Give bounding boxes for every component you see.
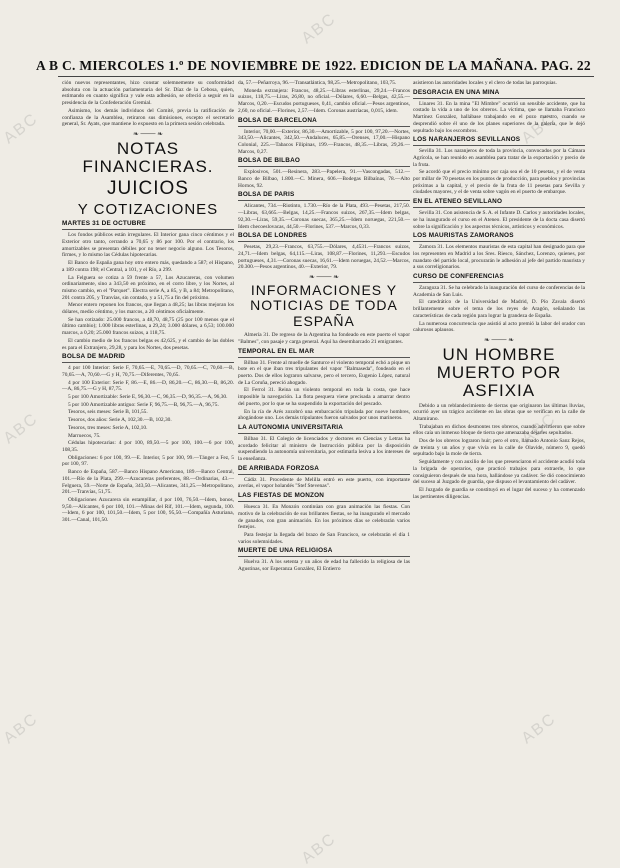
paragraph: Dos de los obreros lograron huir; pero el otro, llamado Antonio Sanz Rejos, de treinta y un años y que vivía en la calle de Olavide, número 9, quedó sepultado bajo la mole de tierra.: [413, 438, 585, 458]
paragraph: 5 por 100 Amortizable antiguo: Serie F, 96,75.—B, 96,75.—A, 96,75.: [68, 401, 219, 408]
subheading: LOS MAURISTAS ZAMORANOS: [413, 232, 585, 242]
section-title-cotizaciones: Y COTIZACIONES: [77, 200, 219, 218]
subheading: BOLSA DE LONDRES: [238, 232, 410, 242]
paragraph: Menor entero reponen los francos, que llegan a 48,25; las libras mejoran los dólares, medio céntimo, y los marcos, a 20 céntimos oficialmente.: [62, 302, 234, 316]
paragraph: 4 por 100 Exterior: Serie F, 86.—E, 86.—D, 86,20.—C, 86,30.—B, 86,20.—A, 86,75.—G y H, 87,75.: [62, 379, 234, 393]
subheading: LAS FIESTAS DE MONZON: [238, 492, 410, 502]
section-title-juicios: JUICIOS: [107, 177, 189, 199]
subheading: BOLSA DE BILBAO: [238, 157, 410, 167]
paragraph: Sevilla 31. Con asistencia de S. A. el Infante D. Carlos y autoridades locales, se ha inaugurado el curso en el Ateneo. El presidente de la docta casa disertó sobre la significación y los aspectos técnicos, artísticos y económicos.: [413, 210, 585, 230]
paragraph: Cádiz 31. Procedente de Melilla entró en este puerto, con importante averías, el vapor holandés "Stef Stevenas".: [238, 476, 410, 490]
paragraph: Zamora 31. Los elementos mauristas de esta capital han designado para que los representen en Madrid a los Sres. Riesco, Sánchez, Lorenzo, quienes, por mandato del partido local, procurarán le adhesión al jefe del partido maurista y a sus correligionarios.: [413, 244, 585, 271]
column-1: [62, 80, 234, 850]
watermark-4: ABC: [518, 109, 560, 148]
paragraph: Obligaciones: 6 por 100, 99.—E. Interior, 5 por 100, 99.—Tánger a Fez, 5 por 100, 97.: [62, 454, 234, 468]
paragraph: Bilbao 31. El Colegio de licenciados y doctores en Ciencias y Letras ha acordado felicitar al ministro de Instrucción pública por la disposición suspendiendo la autonomía universitaria, por estimarla lesiva a los intereses de la enseñanza.: [238, 435, 410, 463]
paragraph: 4 por 100 Interior: Serie F, 70,65.—E, 70,65.—D, 70,65.—C, 70,60.—B, 70,65.—A, 70,60.—G y H, 70,75.—Diferentes, 70,65.: [62, 365, 234, 378]
paragraph: El Banco de España gana hoy otro entero más, quedando a 587; el Hispano, a 189 contra 198; el Central, a 101, y el Río, a 299.: [62, 260, 234, 273]
watermark-5: ABC: [518, 409, 560, 448]
paragraph: Almería 31. De regreso de la Argentina ha fondeado en este puerto el vapor "Balmes", con pasaje y carga general. Aquí ha desembarcado 21 emigrantes.: [238, 332, 410, 345]
watermark-6: ABC: [518, 709, 560, 748]
paragraph: Seguidamente y con auxilio de los que presenciaron el accidente acudió toda la brigada de operarios, que practicó trabajos para extraerle, lo que consiguieron después de una hora, hallándose ya cadáver. Se dió conocimiento del suceso al Juzgado de guardia, que dispuso el levantamiento del cadáver.: [413, 459, 585, 486]
subheading: EN EL ATENEO SEVILLANO: [413, 198, 585, 208]
watermark-7: ABC: [298, 9, 340, 48]
paragraph: Asimismo, los demás individuos del Comité, previa la ratificación de confianza de la Asamblea, retiraron sus dimisiones, excepto el secretario general, Sr. Ayats, que mantiene lo expuesto en la primera sesión celebrada.: [62, 107, 234, 128]
watermark-3: ABC: [0, 709, 42, 748]
paragraph: Se acordó que el precio mínimo por caja sea el de 10 pesetas, y el de venta por millar de 70 pesetas en los puntos de producción, para pueblos y provincias próximas a la capital, y el precio de la fruta de 11 pesetas para Sevilla y ciudades mayores, y el de venta sobre vagón en el puerto de embarque.: [413, 169, 585, 196]
paragraph: Bilbao 31. Frente al muelle de Santurce el violento temporal echó a pique un bote en el que iban tres tripulantes del vapor "Balmaseda", fondeado en el puerto. Dos de ellos lograron salvarse, pero el tercero, Eugenio López, natural de La Coruña, pereció ahogado.: [238, 359, 410, 386]
paragraph: asistieron las autoridades locales y el clero de todas las parroquias.: [413, 80, 557, 86]
column-2: [238, 80, 410, 850]
paragraph: Tesoros, dos años: Serie A, 102,30.—B, 102,30.: [68, 417, 172, 424]
paragraph: La Felguera se cotiza a 59 frente a 57, Los Azucareras, con volumen ordinariamente, sino a 343,50 en próximo, en el corro libre, y los Nortes, al mismo cambio, en el "Parquet". Electra serie A, a 85, y B, a 84; Metropolitano, 201 contra 205, y Tranvías, sin contado, y a 51,75 a fin del próximo.: [62, 274, 234, 301]
paragraph: Sevilla 31. Los naranjeros de toda la provincia, convocados por la Cámara Agrícola, se han reunido en asamblea para tratar de la exportación y precio de la fruta.: [413, 148, 585, 168]
subheading: TEMPORAL EN EL MAR: [238, 348, 410, 358]
subheading: BOLSA DE PARIS: [238, 191, 410, 201]
subheading: BOLSA DE BARCELONA: [238, 117, 410, 127]
page-header: A B C. MIERCOLES 1.º DE NOVIEMBRE DE 1922. EDICION DE LA MAÑANA. PAG. 22: [36, 58, 591, 73]
ornament: ❧ ─── ❧: [483, 335, 515, 344]
paragraph: Huesca 31. En Monzón continúan con gran animación las fiestas. Con motivo de la celebración de sus brillantes fiestas, se ha inaugurado el mercado de ganados, con gran animación. En los próximos días se celebrarán varios festejos.: [238, 504, 410, 531]
paragraph: Trabajaban en dichos desmontes tres obreros, cuando advirtieron que sobre ellos caía un inmenso bloque de tierra que amenazaba dejarles sepultados.: [413, 423, 585, 437]
paragraph: Linares 31. En la mina "El Mimbre" ocurrió un sensible accidente, que ha costado la vida a uno de los obreros. La víctima, que se llamaba Francisco Martínez González, hallábase trabajando en el pozo maestro, cuando se desprendió sobre él uno de los planes superiores de la galería, que le dejó sepultado bajo los escombros.: [413, 100, 585, 134]
paragraph: ción nuevos representantes, hizo constar solemnemente su conformidad absoluta con la actuación parlamentaria del Sr. Díaz de la Cebosa, quien, estimando en cuanto significa y vale esta adhesión, se ofreció a seguir en la presidencia de la Confederación Gremial.: [62, 80, 234, 107]
paragraph: Explosivos, 501.—Resinera, 283.—Papelera, 91.—Vascongadas, 512.—Banco de Bilbao, 1.800.—C. Minera, 606.—Bodegas Bilbaínas, 78.—Alto Hornos, 92.: [238, 169, 410, 189]
watermark-1: ABC: [0, 109, 42, 148]
ornament: ❧ ─── ❧: [308, 273, 340, 282]
subheading: LOS NARANJEROS SEVILLANOS: [413, 136, 585, 146]
paragraph: Huelva 31. A los setenta y un años de edad ha fallecido la religiosa de las Agustinas, sor Esperanza González, El Entierro: [238, 559, 410, 573]
section-title-asfixia: UN HOMBRE MUERTO POR ASFIXIA: [436, 344, 562, 400]
paragraph: Cédulas hipotecarias: 4 por 100, 89,50.—5 por 100, 100.—6 por 100, 108,35.: [62, 440, 234, 453]
paragraph: Alicantes, 734.—Riotinto, 1.730.—Río de la Plata, 493.—Pesetas, 217,50.—Libras, 63,665.—Belgas, 14,25.—Francos suizos, 267,35.—Idem belgas, 92,30.—Liras, 59,35.—Coronas suecas, 365,25.—Idem noruegas, 221,50.—Idem checoeslovacas, 44,50.—Florines, 537.—Marcos, 0,33.: [238, 203, 410, 230]
paragraph: Pesetas, 29,23.—Francos, 63,755.—Dólares, 4,4531.—Francos suizos, 24,71.—Idem belgas, 64,115.—Liras, 108,87.—Florines, 11,293.—Escudos portugueses, 4,31.—Coronas suecas, 16,61.—Idem noruegas, 24,52.—Marcos, 20.300.—Pesos argentinos, 40.—Exterior, 79.: [238, 244, 410, 271]
paragraph: Tesoros, tres meses: Serie A, 102,10.: [68, 424, 148, 431]
watermark-2: ABC: [0, 409, 42, 448]
paragraph: El catedrático de la Universidad de Madrid, D. Pío Zavala disertó brillantemente sobre el tema de los reyes de Aragón, señalando las características de cada región para lograr la grandeza de España.: [413, 299, 585, 319]
paragraph: Los fondos públicos están irregulares. El Interior gana cinco céntimos y el Exterior otro tanto, cerrando a 70,65 y 86 por 100. Por el contrario, los amortizables se presentan débiles por no tener negocio alguno. Los Tesoros, firmes, y lo mismo las Cédulas hipotecarias.: [62, 232, 234, 259]
subheading: LA AUTONOMIA UNIVERSITARIA: [238, 424, 410, 434]
paragraph: El Juzgado de guardia se constituyó en el lugar del suceso y ha comenzado las pertinentes diligencias.: [413, 486, 585, 500]
section-title-notas: NOTAS FINANCIERAS.: [82, 138, 214, 176]
subheading: CURSO DE CONFERENCIAS: [413, 273, 585, 283]
paragraph: Interior, 70,00.—Exterior, 86,30.—Amortizable, 5 por 100, 97,20.—Nortes, 343,50.—Alicantes, 342,50.—Andaluces, 65,85.—Orenses, 17,00.—Hispano Colonial, 225.—Tabacos Filipinas, 199.—Francos, 48,35.—Libras, 29,26.—Marcos, 0,27.: [238, 128, 410, 155]
subheading: BOLSA DE MADRID: [62, 353, 234, 363]
header-rule: [58, 76, 594, 77]
paragraph: Para festejar la llegada del brazo de San Francisco, se celebrarán el día 1 varios solemnidades.: [238, 532, 410, 545]
paragraph: El Ferrol 31. Reina un violento temporal en toda la costa, que hace imposible la navegación. La flota pesquera viene precisada a amarrar dentro del puerto, por lo que se ha suspendido la exportación del pescado.: [238, 387, 410, 407]
paragraph: El cambio medio de los francos belgas es 42,625, y el cambio de las dobles es para el Extranjero, 29,28, y para los Nortes, dos pesetas.: [62, 337, 234, 351]
column-3: [413, 80, 585, 850]
paragraph: Zaragoza 31. Se ha celebrado la inauguración del curso de conferencias de la Academia de San Luis.: [413, 285, 585, 298]
subheading: DE ARRIBADA FORZOSA: [238, 465, 410, 475]
paragraph: Obligaciones Azucarera sin estampillar, 4 por 100, 76,50.—Idem, bonos, 9,50.—Alicantes, 6 por 100, 101.—Minas del Rif, 101.—Idem, segunda, 100.—Idem, 6 por 100, 101,50.—Idem, 5 por 100, 95,50.—Compañía Asturiana, 301.—Canal, 101,50.: [62, 496, 234, 524]
paragraph: Moneda extranjera: Francos, 48,25.—Libras esterlinas, 29,24.—Francos suizos, 118,75.—Liras, 26,80, no oficial.—Dólares, 6,60.—Belgas, 42,55.—Marcos, 0,20.—Escudos portugueses, 0,41, cambio oficial.—Pesos argentinos, 2,60, no oficial.—Florines, 2,57.—Idem. Coronas austríacas, 0,015, idem.: [238, 87, 410, 114]
subheading: MARTES 31 DE OCTUBRE: [62, 220, 234, 230]
paragraph: En la ría de Arés zozobró una embarcación tripulada por nueve hombres, ahogándose uno. Los demás tripulantes fueron salvados por unos marineros.: [238, 408, 410, 422]
paragraph: Tesoros, seis meses: Serie B, 101,55.: [68, 409, 148, 416]
section-title-informaciones: INFORMACIONES Y NOTICIAS DE TODA ESPAÑA: [250, 282, 398, 329]
ornament: ❧ ─── ❧: [132, 129, 164, 138]
paragraph: Debido a un reblandecimiento de tierras que originaron las últimas lluvias, ocurrió ayer un trágico accidente en las obras que se verifican en la calle de Altamirano.: [413, 402, 585, 422]
paragraph: Banco de España, 587.—Banco Hispano Americano, 189.—Banco Central, 101.—Río de la Plata, 299.—Azucareras preferentes, 88.—Ordinarias, 43.—Felguera, 59.—Norte de España, 343,50.—Alicantes, 341,25.—Metropolitano, 201.—Tranvías, 51,75.: [62, 469, 234, 496]
paragraph: Marruecos, 75.: [68, 432, 101, 439]
paragraph: 5 por 100 Amortizable: Serie E, 96,30.—C, 96,35.—D, 96,35.—A, 96,30.: [68, 394, 228, 401]
watermark-8: ABC: [298, 829, 340, 868]
paragraph: Se han cotizado: 25.000 francos, a 48,70, 48,75 (25 por 100 menos que el último cambio); 1.000 libras esterlinas, a 29,24; 3.000 dólares, a 6,53; 100.000 marcos, a 0,20; 25.000 francos suizos, a 118,75.: [62, 316, 234, 337]
subheading: DESGRACIA EN UNA MINA: [413, 89, 585, 99]
paragraph: da, 57.—Peñarroya, 96.—Transatlántica, 98,25.—Metropolitano, 103,75.: [238, 80, 397, 86]
subheading: MUERTE DE UNA RELIGIOSA: [238, 547, 410, 557]
paragraph: La numerosa concurrencia que asistió al acto premió la labor del orador con calurosos aplausos.: [413, 320, 585, 334]
